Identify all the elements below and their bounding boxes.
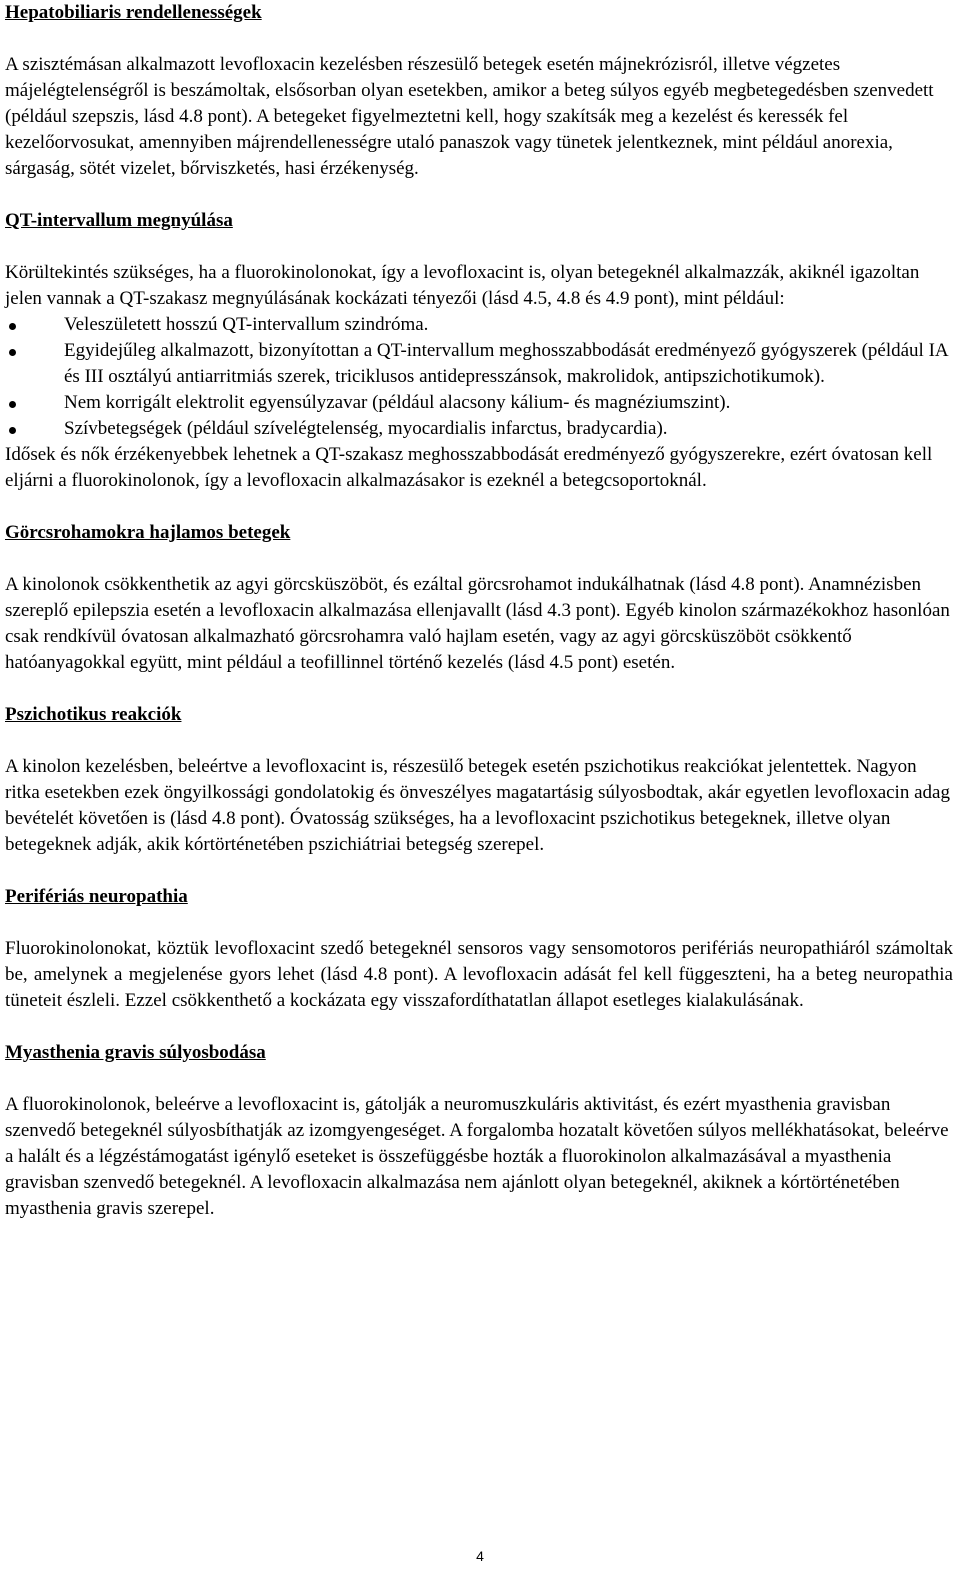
- list-item: [5, 338, 953, 390]
- bullet-icon: [9, 427, 16, 434]
- section-paragraph: Fluorokinolonokat, köztük levofloxacint szedő betegeknél sensoros vagy sensomotoros perifériás neuropathiáról számoltak be, amelynek a megjelenése gyors lehet (lásd 4.8 pont). A levofloxacin adását fel kell függeszteni, ha a beteg neuropathia tüneteit észleli. Ezzel csökkenthető a kockázata egy visszafordíthatatlan állapot esetleges kialakulásának.: [5, 938, 953, 1011]
- bullet-icon: [9, 323, 16, 330]
- list-item-text: Szívbetegségek (például szívelégtelenség, myocardialis infarctus, bradycardia).: [64, 418, 668, 439]
- section-paragraph: Körültekintés szükséges, ha a fluorokinolonokat, így a levofloxacint is, olyan betegeknél alkalmazzák, akiknél igazoltan jelen vannak a QT-szakasz megnyúlásának kockázati tényezői (lásd 4.5, 4.8 és 4.9 pont), mint például:: [5, 262, 920, 309]
- section-heading: Perifériás neuropathia: [5, 886, 188, 907]
- section-seizure-prone: [5, 520, 953, 676]
- list-item-text: Veleszületett hosszú QT-intervallum szindróma.: [64, 314, 429, 335]
- section-qt-prolongation: [5, 208, 953, 494]
- section-heading: Görcsrohamokra hajlamos betegek: [5, 522, 291, 543]
- section-paragraph: Idősek és nők érzékenyebbek lehetnek a QT-szakasz meghosszabbodását eredményező gyógyszerekre, ezért óvatosan kell eljárni a fluorokinolonok, így a levofloxacin alkalmazásakor is ezeknél a betegcsoportoknál.: [5, 444, 933, 491]
- list-item: [5, 390, 953, 416]
- list-item: [5, 312, 953, 338]
- page-number: 4: [476, 1548, 484, 1564]
- section-heading: Pszichotikus reakciók: [5, 704, 182, 725]
- section-myasthenia-gravis: [5, 1040, 953, 1222]
- section-paragraph: A fluorokinolonok, beleérve a levofloxacint is, gátolják a neuromuszkuláris aktivitást, és ezért myasthenia gravisban szenvedő betegeknél súlyosbíthatják az izomgyengeséget. A forgalomba hozatalt követően súlyos mellékhatásokat, beleérve a halált és a légzéstámogatást igénylő eseteket is összefüggésbe hozták a fluorokinolon alkalmazásával a myasthenia gravisban szenvedő betegeknél. A levofloxacin alkalmazása nem ajánlott olyan betegeknél, akiknek a kórtörténetében myasthenia gravis szerepel.: [5, 1094, 949, 1219]
- risk-factor-list: [5, 312, 953, 442]
- section-heading: Myasthenia gravis súlyosbodása: [5, 1042, 266, 1063]
- section-peripheral-neuropathy: [5, 884, 953, 1014]
- list-item-text: Nem korrigált elektrolit egyensúlyzavar (például alacsony kálium- és magnéziumszint).: [64, 392, 731, 413]
- bullet-icon: [9, 401, 16, 408]
- document-page: [5, 0, 953, 1222]
- section-psychotic-reactions: [5, 702, 953, 858]
- section-paragraph: A szisztémásan alkalmazott levofloxacin kezelésben részesülő betegek esetén májnekrózisról, illetve végzetes májelégtelenségről is beszámoltak, elsősorban olyan esetekben, amikor a beteg súlyos egyéb megbetegedésben szenvedett (például szepszis, lásd 4.8 pont). A betegeket figyelmeztetni kell, hogy szakítsák meg a kezelést és keressék fel kezelőorvosukat, amennyiben májrendellenességre utaló panaszok vagy tünetek jelentkeznek, mint például anorexia, sárgaság, sötét vizelet, bőrviszketés, hasi érzékenység.: [5, 54, 934, 179]
- list-item-text: Egyidejűleg alkalmazott, bizonyítottan a QT-intervallum meghosszabbodását eredményező gyógyszerek (például IA és III osztályú antiarritmiás szerek, triciklusos antidepresszánsok, makrolidok, antipszichotikumok).: [64, 340, 948, 387]
- section-hepatobiliary: [5, 0, 953, 182]
- bullet-icon: [9, 349, 16, 356]
- section-heading: QT-intervallum megnyúlása: [5, 210, 233, 231]
- list-item: [5, 416, 953, 442]
- section-heading: Hepatobiliaris rendellenességek: [5, 2, 262, 23]
- section-paragraph: A kinolon kezelésben, beleértve a levofloxacint is, részesülő betegek esetén pszichotikus reakciókat jelentettek. Nagyon ritka esetekben ezek öngyilkossági gondolatokig és önveszélyes magatartásig súlyosbodtak, akár egyetlen levofloxacin adag bevételét követően is (lásd 4.8 pont). Óvatosság szükséges, ha a levofloxacint pszichotikus betegeknek, illetve olyan betegeknek adják, akik kórtörténetében pszichiátriai betegség szerepel.: [5, 756, 950, 855]
- section-paragraph: A kinolonok csökkenthetik az agyi görcsküszöböt, és ezáltal görcsrohamot indukálhatnak (lásd 4.8 pont). Anamnézisben szereplő epilepszia esetén a levofloxacin alkalmazása ellenjavallt (lásd 4.3 pont). Egyéb kinolon származékokhoz hasonlóan csak rendkívül óvatosan alkalmazható görcsrohamra való hajlam esetén, vagy az agyi görcsküszöböt csökkentő hatóanyagokkal együtt, mint például a teofillinnel történő kezelés (lásd 4.5 pont) esetén.: [5, 574, 950, 673]
